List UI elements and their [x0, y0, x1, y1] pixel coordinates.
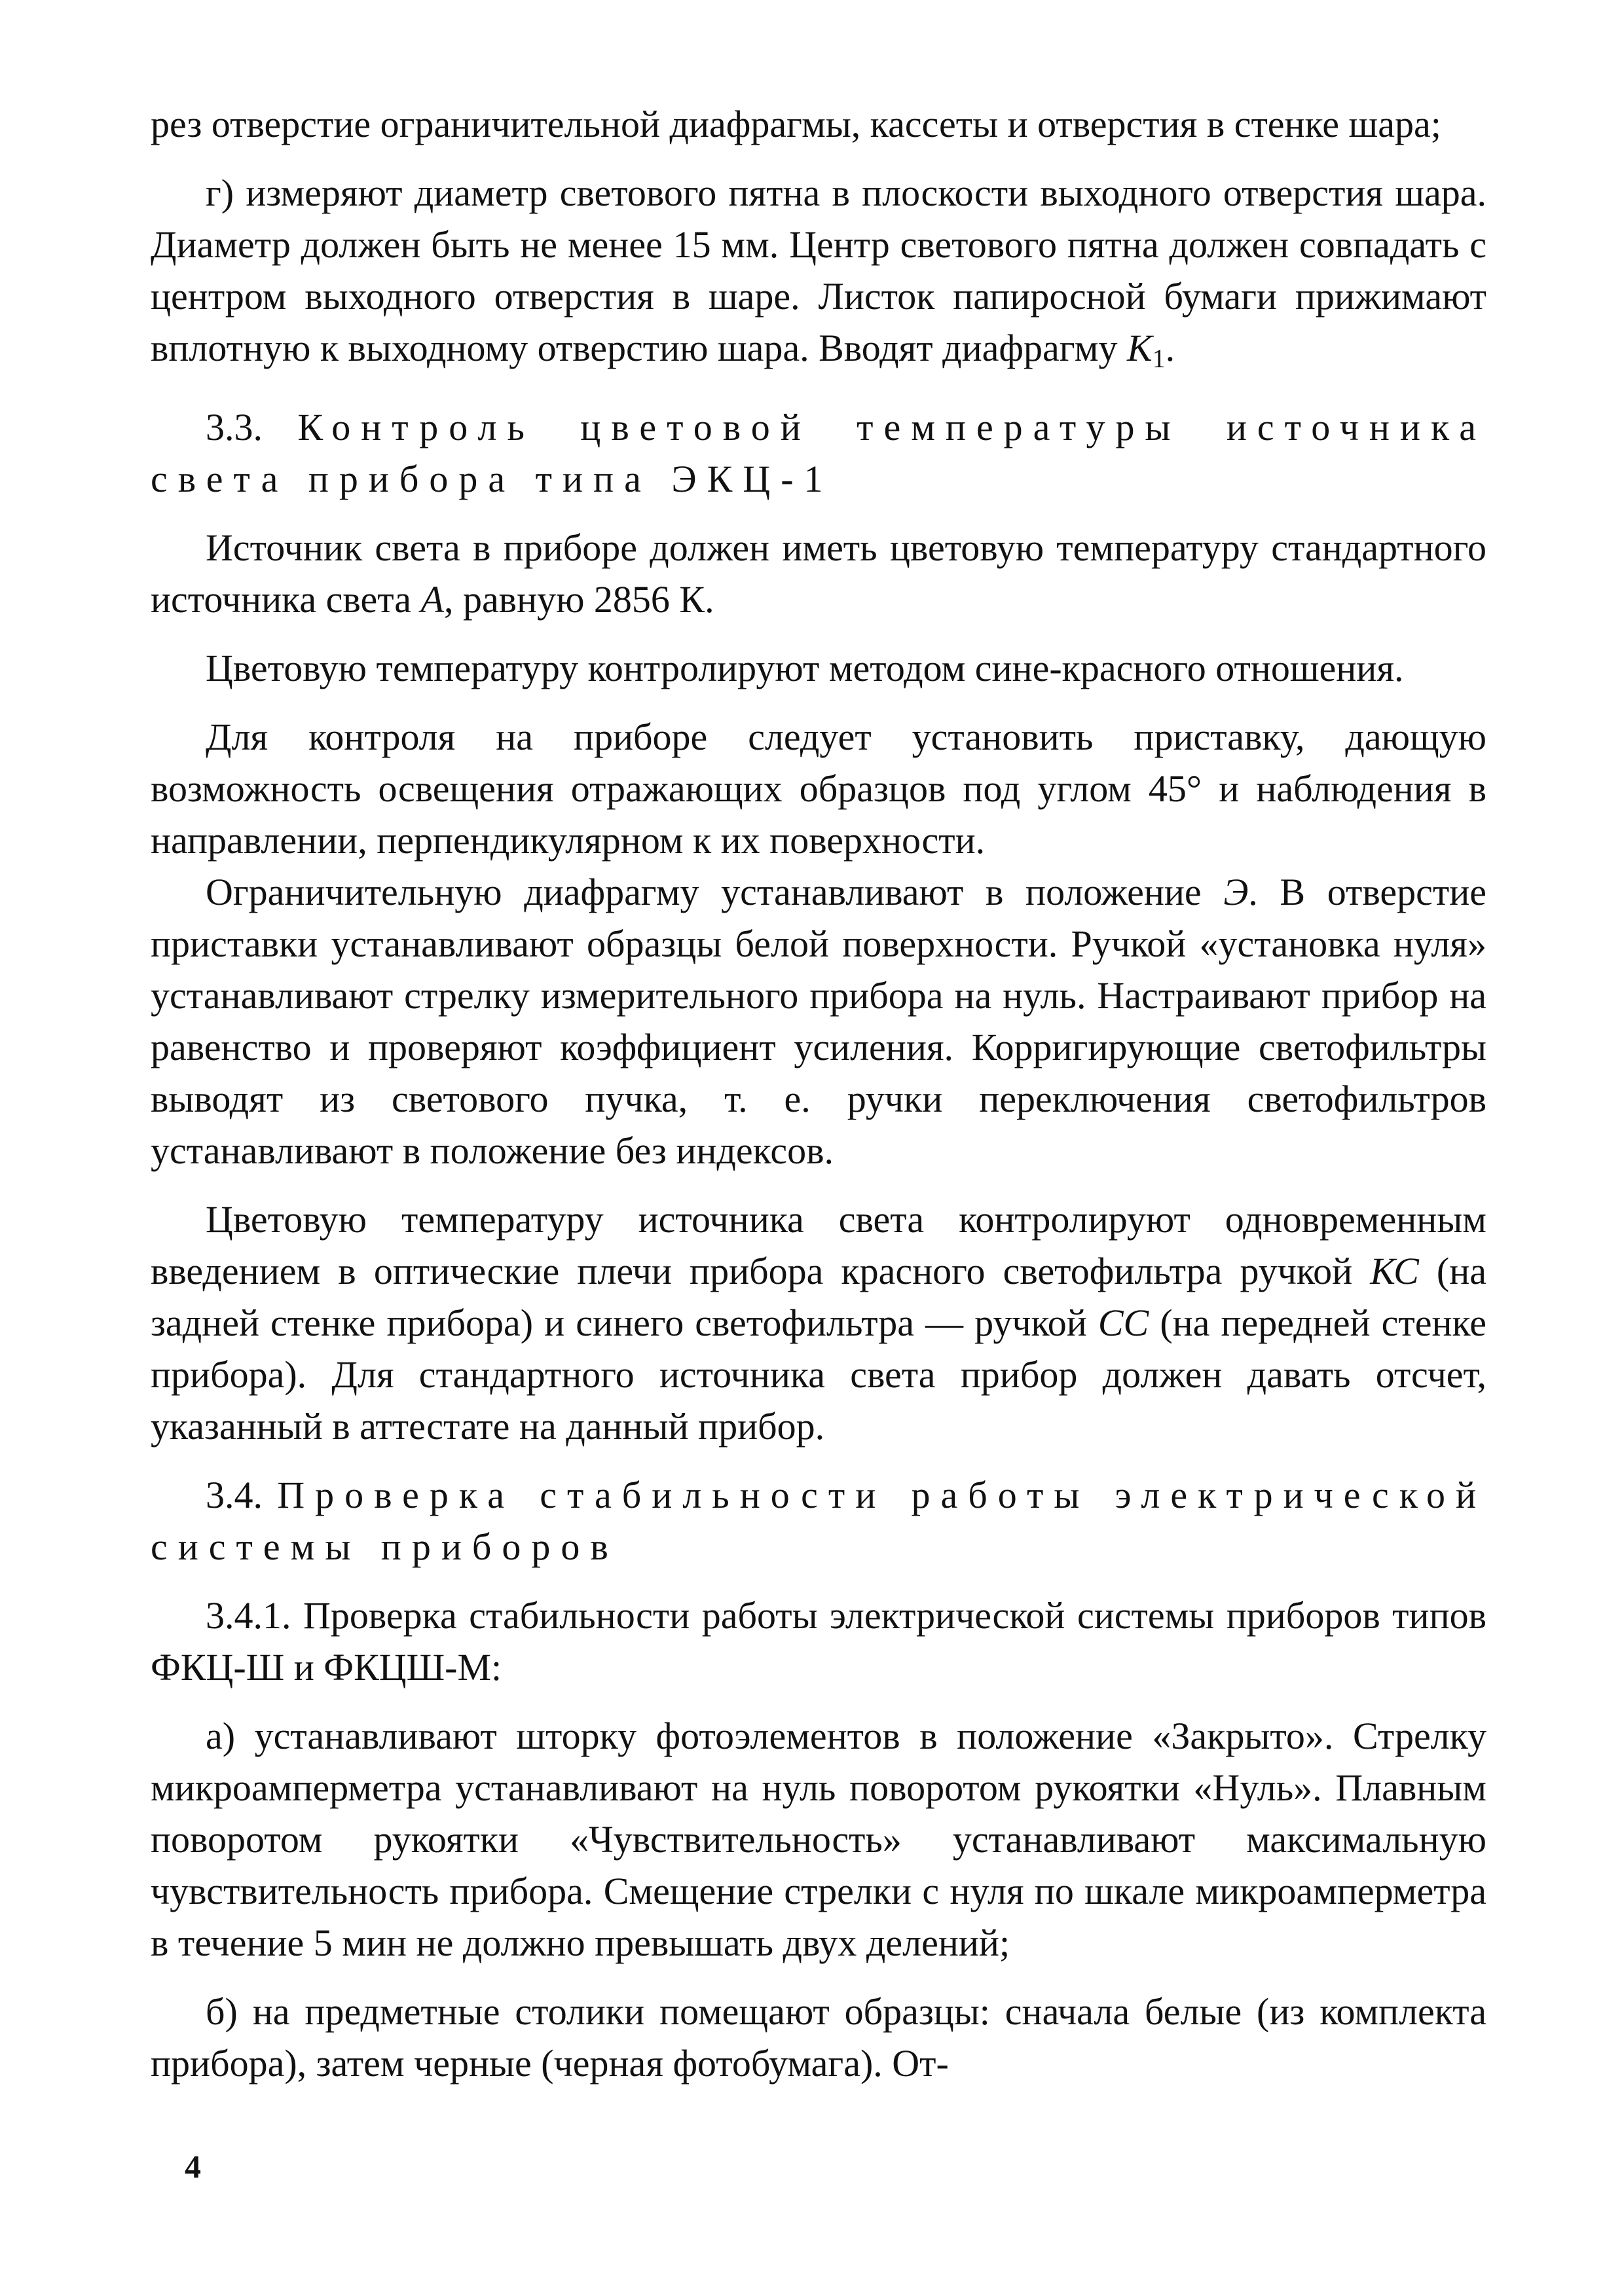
paragraph-text: 3.4.1. Проверка стабильности работы электрической системы приборов типов ФКЦ-Ш и ФКЦШ-М:: [151, 1594, 1486, 1688]
paragraph-text: Для контроля на приборе следует установить приставку, дающую возможность освещения отражающих образцов под углом 45° и наблюдения в направлении, перпендикулярном к их поверхности.: [151, 716, 1486, 862]
paragraph-text-end: . В отверстие приставки устанавливают образцы белой поверхности. Ручкой «установка нуля» устанавливают стрелку измерительного прибора на нуль. Настраивают прибор на равенство и проверяют коэффициент усиления. Корригирующие светофильтры выводят из светового пучка, т. е. ручки переключения светофильтров устанавливают в положение без индексов.: [151, 871, 1486, 1172]
paragraph-text: Цветовую температуру источника света контролируют одновременным введением в оптические плечи прибора красного светофильтра ручкой: [151, 1198, 1486, 1292]
paragraph-item-b: [151, 1986, 1486, 2089]
paragraph-text: рез отверстие ограничительной диафрагмы, кассеты и отверстия в стенке шара;: [151, 103, 1441, 145]
page-number: 4: [185, 2148, 201, 2185]
paragraph-text: г) измеряют диаметр светового пятна в плоскости выходного отверстия шара. Диаметр должен быть не менее 15 мм. Центр светового пятна должен совпадать с центром выходного отверстия в шаре. Листок папиросной бумаги прижимают вплотную к выходному отверстию шара. Вводят диафрагму: [151, 172, 1486, 369]
paragraph-item-a: [151, 1710, 1486, 1969]
section-number: 3.4.: [206, 1474, 263, 1516]
paragraph-text: Ограничительную диафрагму устанавливают в положение: [206, 871, 1224, 913]
paragraph-attachment: [151, 711, 1486, 866]
section-number: 3.3.: [206, 406, 263, 448]
red-filter-knob-symbol: КС: [1370, 1250, 1419, 1292]
paragraph-text: Источник света в приборе должен иметь цветовую температуру стандартного источника света: [151, 526, 1486, 621]
paragraph-text: а) устанавливают шторку фотоэлементов в положение «Закрыто». Стрелку микроамперметра устанавливают на нуль поворотом рукоятки «Нуль». Плавным поворотом рукоятки «Чувствительность» устанавливают максимальную чувствительность прибора. Смещение стрелки с нуля по шкале микроамперметра в течение 5 мин не должно превышать двух делений;: [151, 1715, 1486, 1964]
source-symbol: A: [420, 578, 444, 621]
paragraph-text: Цветовую температуру контролируют методом сине-красного отношения.: [206, 647, 1404, 689]
paragraph-text: (на задней стенке прибора) и синего светофильтра — ручкой: [151, 1250, 1486, 1344]
paragraph-diaphragm: [151, 866, 1486, 1176]
paragraph-method: [151, 642, 1486, 694]
paragraph-light-source: [151, 522, 1486, 625]
document-page: [151, 98, 1486, 2106]
paragraph-text-end: , равную 2856 К.: [443, 578, 714, 621]
position-symbol: Э: [1223, 871, 1249, 913]
paragraph-continuation: [151, 98, 1486, 150]
blue-filter-knob-symbol: СС: [1098, 1302, 1149, 1344]
paragraph-text-end: (на передней стенке прибора). Для стандартного источника света прибор должен давать отсчет, указанный в аттестате на данный прибор.: [151, 1302, 1486, 1448]
section-heading-3-3: [151, 401, 1486, 505]
diaphragm-symbol: K: [1126, 327, 1153, 369]
paragraph-filters: [151, 1194, 1486, 1452]
section-title: Контроль цветовой температуры источника света прибора типа ЭКЦ-1: [151, 406, 1487, 500]
paragraph-text: б) на предметные столики помещают образцы: сначала белые (из комплекта прибора), затем черные (черная фотобумага). От-: [151, 1990, 1486, 2085]
section-title: Проверка стабильности работы электрической системы приборов: [151, 1474, 1486, 1568]
section-heading-3-4: [151, 1469, 1486, 1573]
paragraph-item-g: [151, 167, 1486, 384]
diaphragm-subscript: 1: [1152, 344, 1166, 373]
paragraph-text-end: .: [1165, 327, 1175, 369]
paragraph-3-4-1: [151, 1590, 1486, 1693]
